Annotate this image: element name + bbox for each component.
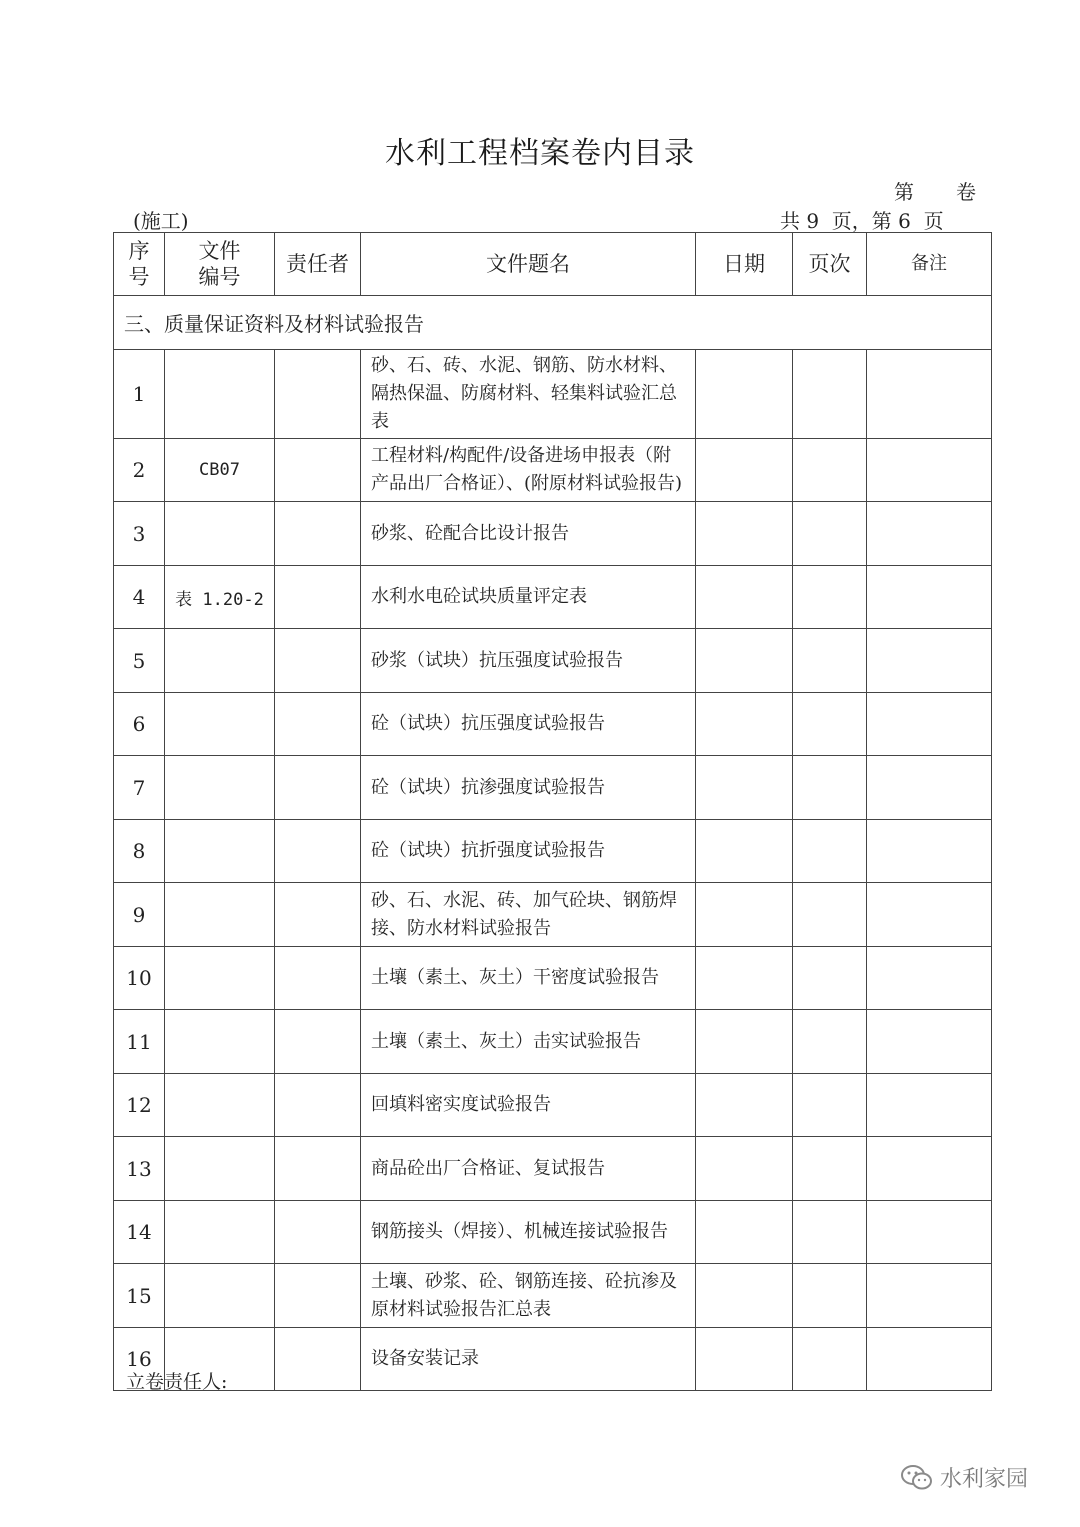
row-no: 16 — [114, 1328, 165, 1391]
row-name: 水利水电砼试块质量评定表 — [361, 566, 696, 629]
header-row — [114, 233, 992, 296]
row-no: 8 — [114, 820, 165, 883]
row-remark — [867, 629, 992, 693]
table-row — [114, 947, 992, 1010]
row-date — [696, 1264, 793, 1328]
row-name: 商品砼出厂合格证、复试报告 — [361, 1137, 696, 1201]
row-code: CB07 — [165, 439, 275, 502]
row-owner — [275, 439, 361, 502]
row-owner — [275, 1074, 361, 1137]
row-date — [696, 502, 793, 566]
row-code — [165, 693, 275, 756]
pages-info: 共 9 页，第 6 页 — [780, 209, 944, 233]
row-date — [696, 439, 793, 502]
row-remark — [867, 502, 992, 566]
row-no: 10 — [114, 947, 165, 1010]
table-row — [114, 883, 992, 947]
row-remark — [867, 883, 992, 947]
section-title: 三、质量保证资料及材料试验报告 — [114, 296, 992, 350]
row-no: 5 — [114, 629, 165, 693]
row-remark — [867, 1264, 992, 1328]
header-no: 序号 — [114, 233, 165, 296]
row-no: 11 — [114, 1010, 165, 1074]
row-name: 土壤（素土、灰土）击实试验报告 — [361, 1010, 696, 1074]
table-row — [114, 566, 992, 629]
row-code — [165, 1201, 275, 1264]
row-page — [793, 693, 867, 756]
category-label: (施工) — [133, 209, 189, 233]
row-owner — [275, 693, 361, 756]
row-date — [696, 883, 793, 947]
watermark-text: 水利家园 — [940, 1467, 1029, 1492]
header-date: 日期 — [696, 233, 793, 296]
table-row — [114, 1010, 992, 1074]
watermark — [900, 1462, 1028, 1493]
row-page — [793, 1010, 867, 1074]
row-owner — [275, 1328, 361, 1391]
row-name: 砂浆、砼配合比设计报告 — [361, 502, 696, 566]
row-page — [793, 439, 867, 502]
row-remark — [867, 1328, 992, 1391]
row-no: 1 — [114, 350, 165, 439]
header-name: 文件题名 — [361, 233, 696, 296]
row-code — [165, 629, 275, 693]
row-remark — [867, 1201, 992, 1264]
row-date — [696, 1074, 793, 1137]
row-owner — [275, 820, 361, 883]
row-page — [793, 629, 867, 693]
footer-label: 立卷责任人: — [126, 1371, 228, 1393]
row-date — [696, 947, 793, 1010]
row-remark — [867, 756, 992, 820]
row-no: 9 — [114, 883, 165, 947]
row-name: 砼（试块）抗折强度试验报告 — [361, 820, 696, 883]
row-page — [793, 820, 867, 883]
row-code — [165, 1264, 275, 1328]
row-page — [793, 1137, 867, 1201]
row-owner — [275, 502, 361, 566]
row-no: 6 — [114, 693, 165, 756]
row-code — [165, 1010, 275, 1074]
row-name: 砼（试块）抗压强度试验报告 — [361, 693, 696, 756]
row-code — [165, 756, 275, 820]
row-page — [793, 566, 867, 629]
row-remark — [867, 820, 992, 883]
row-remark — [867, 566, 992, 629]
row-code — [165, 947, 275, 1010]
row-page — [793, 756, 867, 820]
row-date — [696, 1010, 793, 1074]
row-name: 工程材料/构配件/设备进场申报表（附产品出厂合格证）、(附原材料试验报告) — [361, 439, 696, 502]
row-owner — [275, 1010, 361, 1074]
row-no: 2 — [114, 439, 165, 502]
row-page — [793, 1074, 867, 1137]
row-date — [696, 629, 793, 693]
row-code — [165, 1074, 275, 1137]
row-owner — [275, 947, 361, 1010]
row-date — [696, 820, 793, 883]
row-name: 土壤、砂浆、砼、钢筋连接、砼抗渗及原材料试验报告汇总表 — [361, 1264, 696, 1328]
table-row — [114, 1328, 992, 1391]
document-title: 水利工程档案卷内目录 — [385, 136, 695, 171]
table-row — [114, 1137, 992, 1201]
row-name: 砂、石、砖、水泥、钢筋、防水材料、隔热保温、防腐材料、轻集料试验汇总表 — [361, 350, 696, 439]
table-row — [114, 350, 992, 439]
row-remark — [867, 1010, 992, 1074]
row-owner — [275, 756, 361, 820]
row-date — [696, 566, 793, 629]
row-owner — [275, 566, 361, 629]
volume-label: 第 卷 — [894, 180, 976, 204]
row-code: 表 1.20-2 — [165, 566, 275, 629]
row-date — [696, 350, 793, 439]
table-row — [114, 1201, 992, 1264]
row-page — [793, 883, 867, 947]
row-owner — [275, 1201, 361, 1264]
row-code — [165, 502, 275, 566]
row-owner — [275, 1137, 361, 1201]
row-owner — [275, 629, 361, 693]
row-name: 钢筋接头（焊接）、机械连接试验报告 — [361, 1201, 696, 1264]
row-date — [696, 756, 793, 820]
row-name: 土壤（素土、灰土）干密度试验报告 — [361, 947, 696, 1010]
row-remark — [867, 1074, 992, 1137]
header-page: 页次 — [793, 233, 867, 296]
row-no: 13 — [114, 1137, 165, 1201]
row-page — [793, 947, 867, 1010]
table-row — [114, 1264, 992, 1328]
row-remark — [867, 947, 992, 1010]
row-date — [696, 693, 793, 756]
header-remark: 备注 — [867, 233, 992, 296]
row-owner — [275, 350, 361, 439]
row-no: 15 — [114, 1264, 165, 1328]
row-name: 设备安装记录 — [361, 1328, 696, 1391]
row-date — [696, 1201, 793, 1264]
row-owner — [275, 1264, 361, 1328]
row-code — [165, 883, 275, 947]
table-row — [114, 439, 992, 502]
row-page — [793, 350, 867, 439]
row-page — [793, 502, 867, 566]
row-remark — [867, 350, 992, 439]
row-no: 14 — [114, 1201, 165, 1264]
row-no: 3 — [114, 502, 165, 566]
table-row — [114, 629, 992, 693]
catalog-table — [113, 232, 992, 1391]
table-row — [114, 756, 992, 820]
row-name: 砂浆（试块）抗压强度试验报告 — [361, 629, 696, 693]
row-no: 12 — [114, 1074, 165, 1137]
row-owner — [275, 883, 361, 947]
row-remark — [867, 1137, 992, 1201]
table-row — [114, 820, 992, 883]
row-page — [793, 1264, 867, 1328]
header-code: 文件编号 — [165, 233, 275, 296]
wechat-icon — [900, 1464, 934, 1492]
row-page — [793, 1328, 867, 1391]
row-date — [696, 1328, 793, 1391]
row-remark — [867, 693, 992, 756]
row-code — [165, 1137, 275, 1201]
row-remark — [867, 439, 992, 502]
row-no: 4 — [114, 566, 165, 629]
row-code — [165, 820, 275, 883]
row-page — [793, 1201, 867, 1264]
header-owner: 责任者 — [275, 233, 361, 296]
section-row — [114, 296, 992, 350]
row-no: 7 — [114, 756, 165, 820]
row-name: 砼（试块）抗渗强度试验报告 — [361, 756, 696, 820]
table-row — [114, 1074, 992, 1137]
row-name: 回填料密实度试验报告 — [361, 1074, 696, 1137]
table-row — [114, 693, 992, 756]
row-date — [696, 1137, 793, 1201]
row-name: 砂、石、水泥、砖、加气砼块、钢筋焊接、防水材料试验报告 — [361, 883, 696, 947]
table-row — [114, 502, 992, 566]
row-code — [165, 350, 275, 439]
